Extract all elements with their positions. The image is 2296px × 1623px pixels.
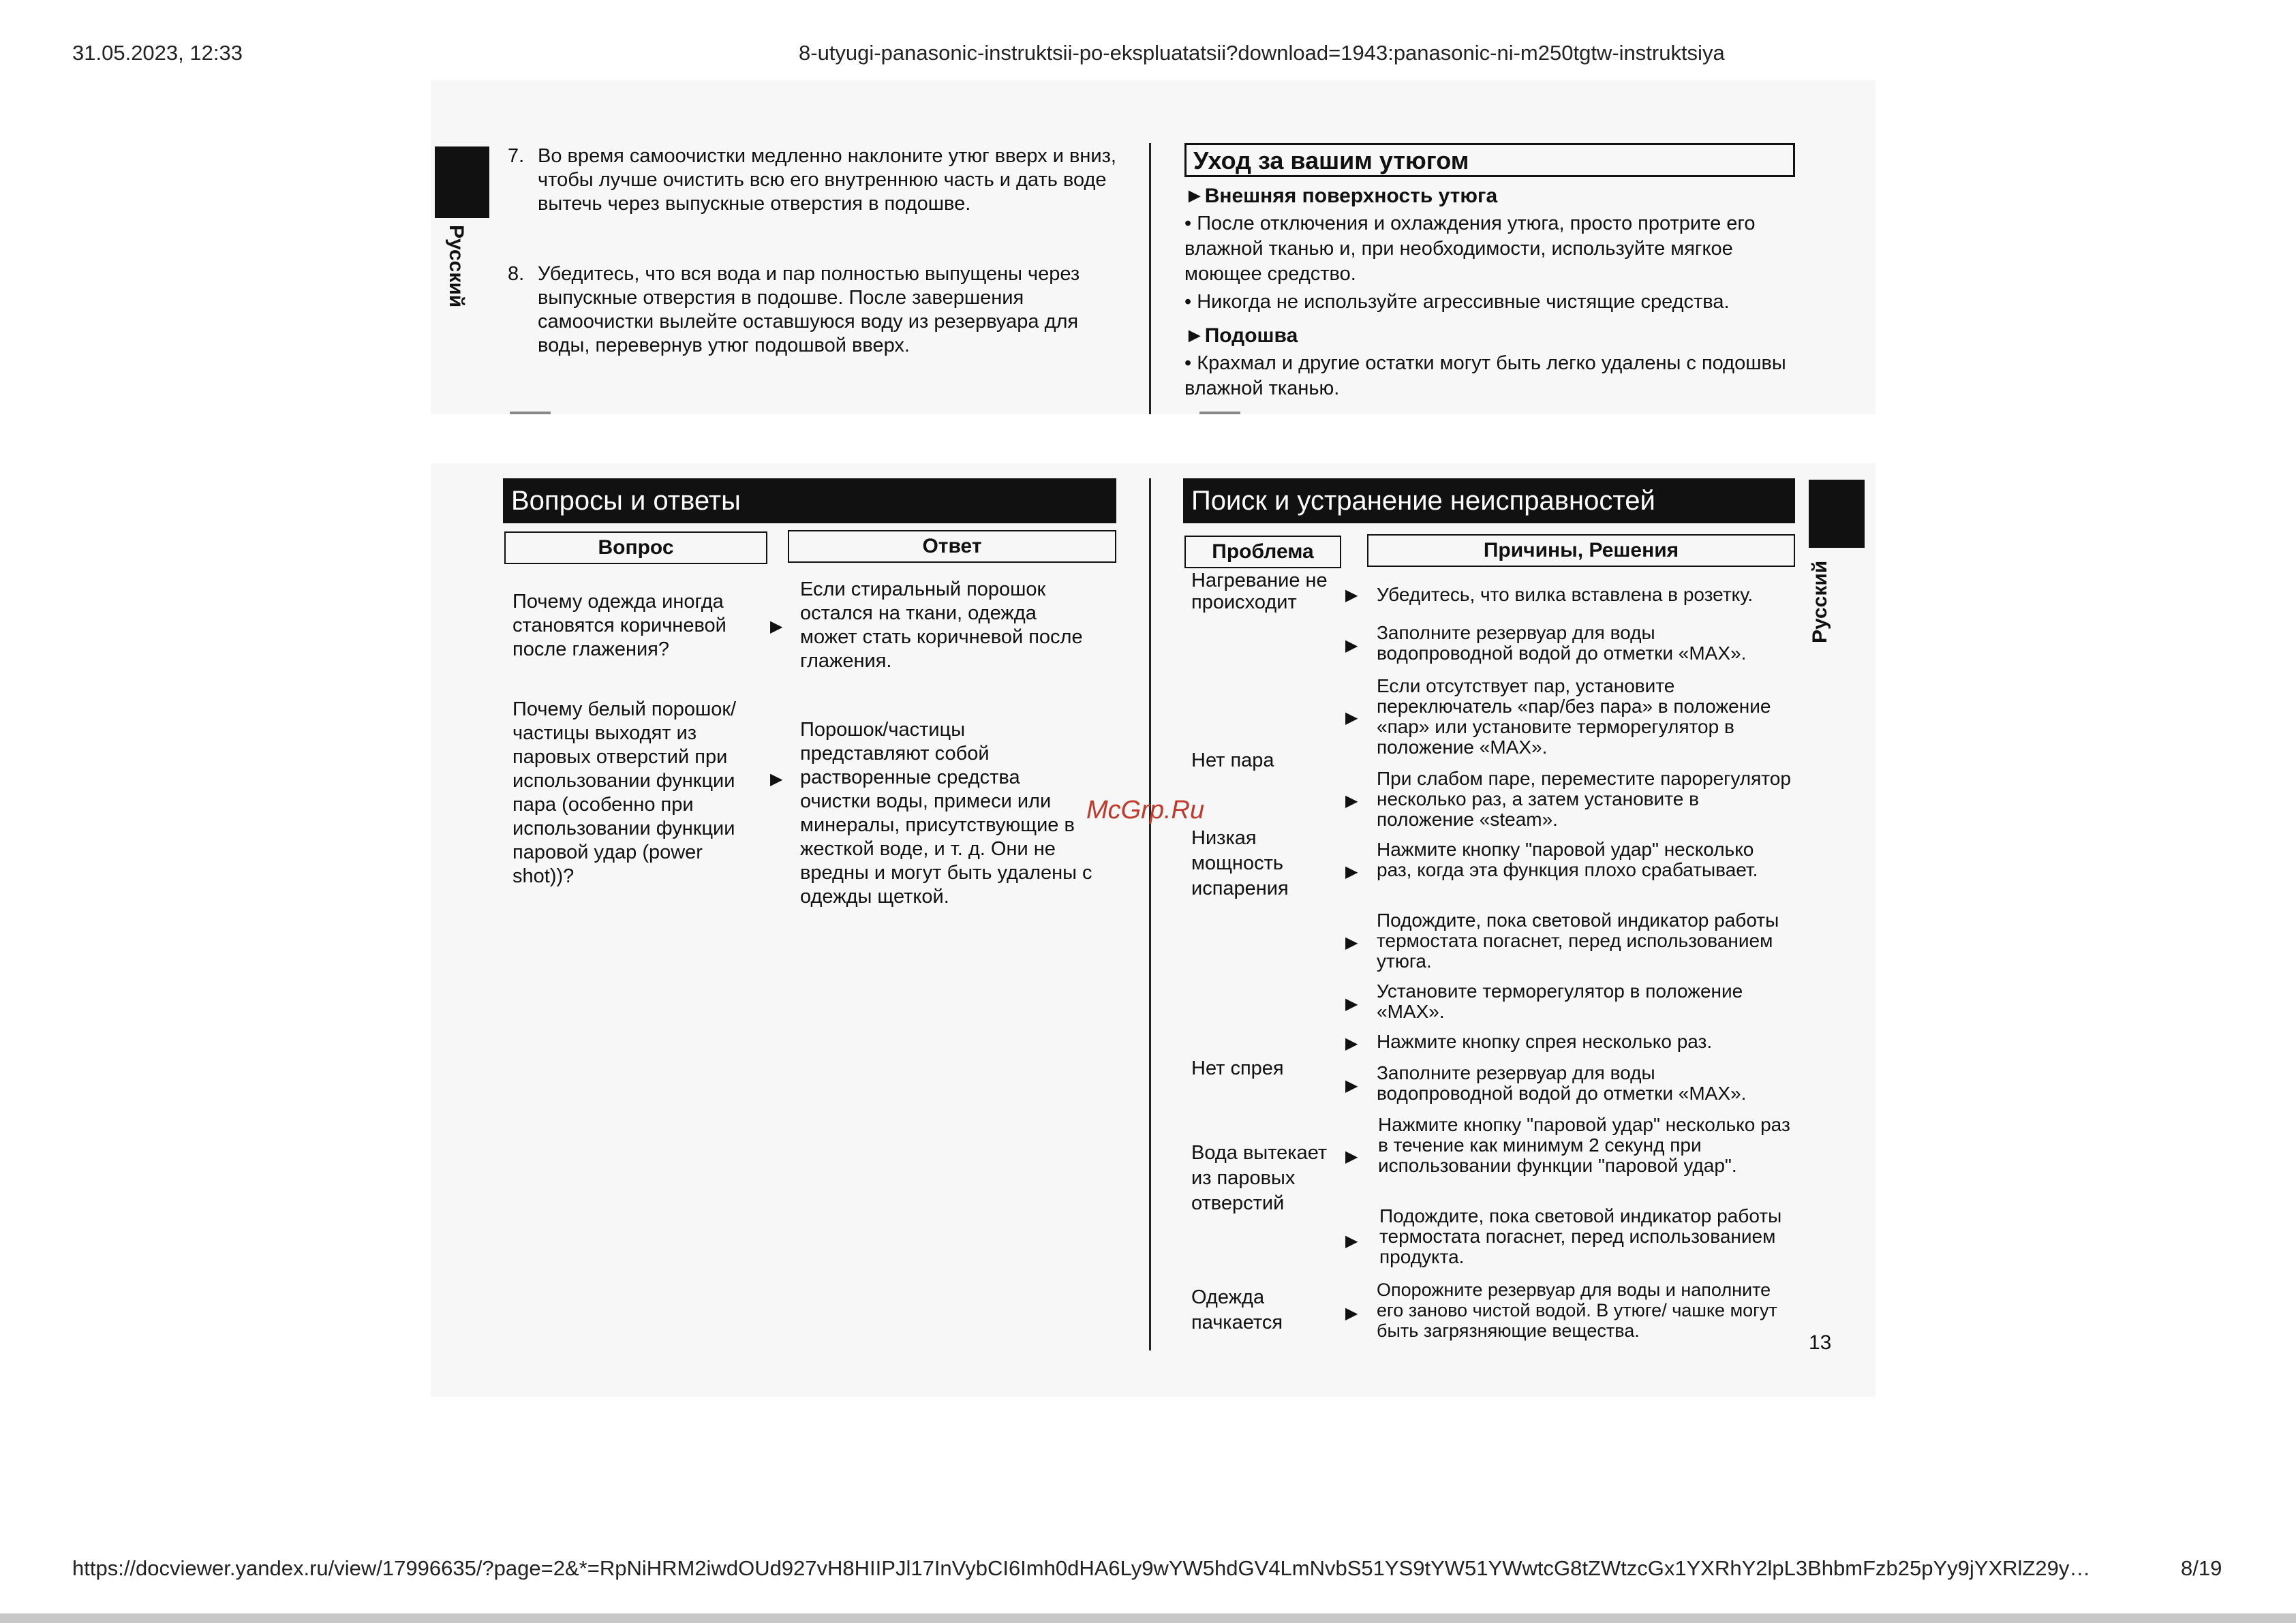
print-page-counter: 8/19 [2181,1556,2222,1580]
list-item: • Крахмал и другие остатки могут быть легко удалены с подошвы влажной тканью. [1184,352,1786,399]
arrow-icon: ▶ [1345,1147,1358,1166]
step-text: Убедитесь, что вся вода и пар полностью выпущены через выпускные отверстия в подошве. После завершения самоочистки вылейте оставшуюся воду из резервуара для воды, перевернув утюг подошвой вверх. [538,263,1080,356]
cutoff-text-fragment [510,412,551,414]
problem-no-spray: Нет спрея [1191,1057,1284,1079]
solution-item: Заполните резервуар для воды водопроводной водой до отметки «MAX». [1377,622,1747,664]
print-datetime: 31.05.2023, 12:33 [72,41,243,65]
solution-item: Подождите, пока световой индикатор работы термостата погаснет, перед использованием продукта. [1379,1205,1782,1267]
language-tab-marker [435,146,489,218]
arrow-icon: ▶ [770,617,783,636]
language-tab-marker [1809,480,1865,548]
problem-water-leaking: Вода вытекает из паровых отверстий [1191,1142,1328,1214]
solution-item: Нажмите кнопку "паровой удар" несколько раз в течение как минимум 2 секунд при использовании функции "паровой удар". [1378,1114,1790,1176]
solution-item: Опорожните резервуар для воды и наполните его заново чистой водой. В утюге/ чашке могут быть загрязняющие вещества. [1377,1280,1777,1341]
problem-no-heating: Нагревание не происходит [1191,570,1328,613]
arrow-icon: ▶ [1345,709,1358,727]
solution-item: Убедитесь, что вилка вставлена в розетку. [1377,584,1754,605]
qa-col-question: Вопрос [504,531,767,564]
step-7 [508,144,1135,240]
qa-question-1: Почему одежда иногда становятся коричневой после глажения? [512,591,726,660]
cutoff-text-fragment [1199,412,1240,414]
care-section-title: Уход за вашим утюгом [1184,143,1795,177]
qa-col-answer: Ответ [788,530,1116,563]
language-label-bottom: Русский [1809,560,1831,643]
top-column-divider [1149,143,1151,414]
arrow-icon: ▶ [1345,636,1358,655]
arrow-icon: ▶ [1345,863,1358,881]
solution-item: Заполните резервуар для воды водопроводной водой до отметки «MAX». [1377,1062,1747,1104]
step-8 [508,262,1135,385]
outer-surface-list [1184,211,1798,315]
arrow-icon: ▶ [1345,933,1358,952]
arrow-icon: ▶ [1345,995,1358,1013]
page-number: 13 [1809,1331,1832,1354]
qa-section-title: Вопросы и ответы [503,478,1116,523]
col-problem: Проблема [1184,536,1341,568]
bottom-column-divider [1149,478,1151,1350]
step-number: 7. [508,145,525,167]
arrow-icon: ▶ [1345,1304,1358,1323]
watermark-text: McGrp.Ru [1086,796,1205,824]
qa-answer-1: Если стиральный порошок остался на ткани, одежда может стать коричневой после глажения. [800,578,1083,672]
problem-no-steam: Нет пара [1191,749,1274,771]
outer-surface-heading: ►Внешняя поверхность утюга [1184,185,1498,207]
step-text: Во время самоочистки медленно наклоните утюг вверх и вниз, чтобы лучше очистить всю его внутреннюю часть и дать воде вытечь через выпускные отверстия в подошве. [538,145,1116,215]
list-item: • Никогда не используйте агрессивные чистящие средства. [1184,291,1730,313]
qa-question-2: Почему белый порошок/частицы выходят из паровых отверстий при использовании функции пара (особенно при использовании функции паровой удар (power shot))? [512,698,737,887]
col-solution: Причины, Решения [1367,534,1795,567]
sole-heading: ►Подошва [1184,324,1298,347]
solution-item: Если отсутствует пар, установите переключатель «пар/без пара» в положение «пар» или установите терморегулятор в положение «MAX». [1377,675,1771,758]
print-url: https://docviewer.yandex.ru/view/17996635/?page=2&*=RpNiHRM2iwdOUd927vH8HIIPJl17InVybCI6Imh0dHA6Ly9wYW5hdGV4LmNvbS51YS9tYW51YWwtcG8tZWtzcGx1YXRhY2lpL3BhbmFzb25pYy9jYXRlZ29y… [72,1556,2091,1580]
arrow-icon: ▶ [1345,586,1358,604]
qa-answer-2: Порошок/частицы представляют собой растворенные средства очистки воды, примеси или минералы, присутствующие в жесткой воде, и т. д. Они не вредны и могут быть удалены с одежды щеткой. [800,719,1092,908]
solution-item: Подождите, пока световой индикатор работы термостата погаснет, перед использованием утюга. [1377,910,1779,972]
solution-item: При слабом паре, переместите парорегулятор несколько раз, а затем установите в положение «steam». [1377,768,1791,830]
problem-low-steam: Низкая мощность испарения [1191,827,1289,899]
arrow-icon: ▶ [1345,1232,1358,1250]
solution-item: Нажмите кнопку спрея несколько раз. [1377,1031,1713,1052]
arrow-icon: ▶ [1345,1077,1358,1095]
language-label-top: Русский [445,225,468,308]
print-doc-title: 8-utyugi-panasonic-instruktsii-po-ekspluatatsii?download=1943:panasonic-ni-m250tgtw-instruktsiya [799,41,1725,65]
bottom-divider [0,1613,2296,1623]
problem-clothes-dirty: Одежда пачкается [1191,1286,1283,1333]
arrow-icon: ▶ [770,770,783,788]
step-number: 8. [508,263,525,285]
arrow-icon: ▶ [1345,1034,1358,1053]
arrow-icon: ▶ [1345,792,1358,810]
solution-item: Нажмите кнопку "паровой удар" несколько раз, когда эта функция плохо срабатывает. [1377,839,1758,880]
troubleshooting-section-title: Поиск и устранение неисправностей [1183,478,1795,523]
solution-item: Установите терморегулятор в положение «MAX». [1377,980,1743,1022]
list-item: • После отключения и охлаждения утюга, просто протрите его влажной тканью и, при необходимости, используйте мягкое моющее средство. [1184,213,1756,285]
sole-list [1184,351,1798,401]
